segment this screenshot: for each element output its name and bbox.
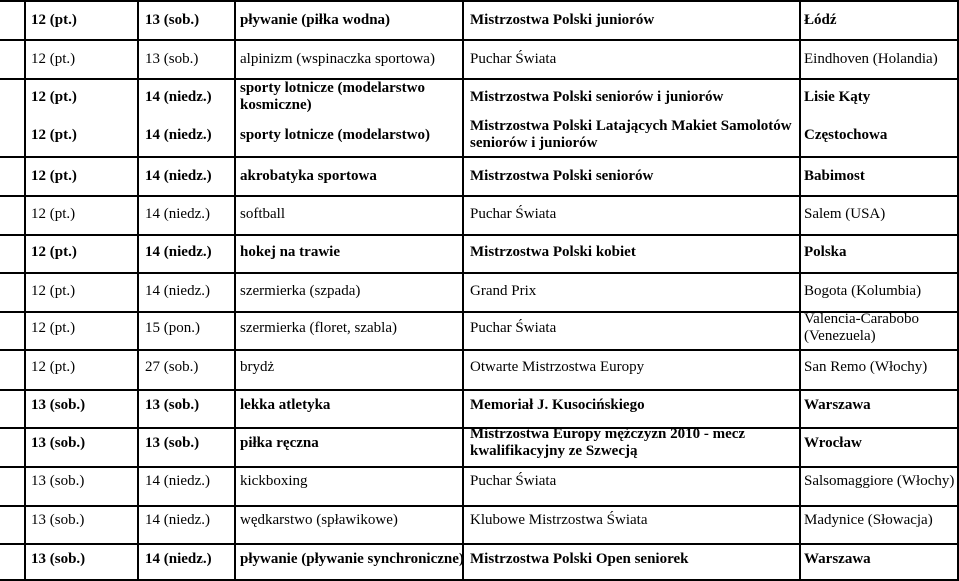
cell-date-start: 13 (sob.) bbox=[31, 511, 85, 528]
cell-sport: wędkarstwo (spławikowe) bbox=[240, 511, 398, 528]
cell-location: Łódź bbox=[804, 11, 837, 28]
cell-event: Puchar Świata bbox=[470, 319, 557, 336]
cell-date-start: 13 (sob.) bbox=[31, 472, 85, 489]
cell-date-end: 15 (pon.) bbox=[145, 319, 200, 336]
cell-event: Klubowe Mistrzostwa Świata bbox=[470, 511, 648, 528]
cell-location: Warszawa bbox=[804, 550, 871, 567]
cell-sport: akrobatyka sportowa bbox=[240, 167, 377, 184]
row-divider bbox=[0, 156, 959, 158]
cell-event: Mistrzostwa Europy mężczyzn 2010 - mecz kwalifikacyjny ze Szwecją bbox=[470, 426, 746, 459]
cell-event: Mistrzostwa Polski Latających Makiet Samolotów seniorów i juniorów bbox=[470, 118, 792, 151]
cell-date-start: 12 (pt.) bbox=[31, 126, 77, 143]
cell-date-start: 12 (pt.) bbox=[31, 167, 77, 184]
row-divider bbox=[0, 39, 959, 41]
cell-date-start: 12 (pt.) bbox=[31, 50, 76, 67]
cell-date-start: 13 (sob.) bbox=[31, 396, 86, 413]
cell-sport: pływanie (pływanie synchroniczne) bbox=[240, 550, 464, 567]
cell-location: Częstochowa bbox=[804, 126, 888, 143]
cell-sport: pływanie (piłka wodna) bbox=[240, 11, 391, 28]
cell-date-start: 12 (pt.) bbox=[31, 358, 76, 375]
row-divider bbox=[0, 349, 959, 351]
cell-date-start: 13 (sob.) bbox=[31, 550, 86, 567]
cell-date-end: 13 (sob.) bbox=[145, 11, 200, 28]
cell-date-end: 14 (niedz.) bbox=[145, 243, 212, 260]
cell-sport: lekka atletyka bbox=[240, 396, 331, 413]
cell-event: Puchar Świata bbox=[470, 50, 557, 67]
row-divider bbox=[0, 272, 959, 274]
cell-sport: piłka ręczna bbox=[240, 434, 319, 451]
cell-event: Puchar Świata bbox=[470, 205, 557, 222]
cell-event: Mistrzostwa Polski seniorów i juniorów bbox=[470, 88, 724, 105]
cell-sport: hokej na trawie bbox=[240, 243, 340, 260]
cell-location: Salem (USA) bbox=[804, 205, 886, 222]
cell-event: Grand Prix bbox=[470, 282, 537, 299]
cell-location: Valencia-Carabobo (Venezuela) bbox=[804, 311, 919, 344]
cell-location: Babimost bbox=[804, 167, 865, 184]
cell-sport: szermierka (szpada) bbox=[240, 282, 361, 299]
row-divider bbox=[0, 78, 959, 80]
cell-date-end: 14 (niedz.) bbox=[145, 88, 212, 105]
cell-event: Mistrzostwa Polski Open seniorek bbox=[470, 550, 689, 567]
cell-location: San Remo (Włochy) bbox=[804, 358, 928, 375]
cell-event: Otwarte Mistrzostwa Europy bbox=[470, 358, 645, 375]
cell-event: Puchar Świata bbox=[470, 472, 557, 489]
row-divider bbox=[0, 0, 959, 2]
cell-sport: sporty lotnicze (modelarstwo) bbox=[240, 126, 430, 143]
cell-date-start: 12 (pt.) bbox=[31, 88, 77, 105]
cell-location: Polska bbox=[804, 243, 847, 260]
cell-event: Mistrzostwa Polski juniorów bbox=[470, 11, 655, 28]
row-divider bbox=[0, 389, 959, 391]
cell-date-end: 14 (niedz.) bbox=[145, 282, 210, 299]
cell-date-end: 14 (niedz.) bbox=[145, 472, 210, 489]
cell-sport: softball bbox=[240, 205, 285, 222]
cell-event: Mistrzostwa Polski kobiet bbox=[470, 243, 636, 260]
cell-date-end: 14 (niedz.) bbox=[145, 550, 212, 567]
cell-date-start: 12 (pt.) bbox=[31, 243, 77, 260]
cell-date-start: 12 (pt.) bbox=[31, 282, 76, 299]
cell-date-start: 12 (pt.) bbox=[31, 205, 76, 222]
cell-date-start: 12 (pt.) bbox=[31, 11, 77, 28]
cell-date-end: 14 (niedz.) bbox=[145, 167, 212, 184]
cell-sport: brydż bbox=[240, 358, 275, 375]
cell-date-end: 13 (sob.) bbox=[145, 434, 200, 451]
row-divider bbox=[0, 195, 959, 197]
cell-event: Mistrzostwa Polski seniorów bbox=[470, 167, 654, 184]
cell-date-start: 13 (sob.) bbox=[31, 434, 86, 451]
cell-date-end: 13 (sob.) bbox=[145, 396, 200, 413]
cell-location: Lisie Kąty bbox=[804, 88, 871, 105]
row-divider bbox=[0, 505, 959, 507]
cell-date-end: 27 (sob.) bbox=[145, 358, 199, 375]
cell-location: Warszawa bbox=[804, 396, 871, 413]
column-divider bbox=[24, 0, 26, 581]
cell-location: Eindhoven (Holandia) bbox=[804, 50, 938, 67]
cell-date-end: 14 (niedz.) bbox=[145, 511, 210, 528]
cell-location: Madynice (Słowacja) bbox=[804, 511, 933, 528]
cell-event: Memoriał J. Kusocińskiego bbox=[470, 396, 645, 413]
cell-date-end: 13 (sob.) bbox=[145, 50, 199, 67]
row-divider bbox=[0, 543, 959, 545]
cell-sport: szermierka (floret, szabla) bbox=[240, 319, 397, 336]
cell-sport: sporty lotnicze (modelarstwo kosmiczne) bbox=[240, 80, 425, 113]
cell-sport: kickboxing bbox=[240, 472, 308, 489]
cell-location: Wrocław bbox=[804, 434, 862, 451]
row-divider bbox=[0, 234, 959, 236]
cell-location: Bogota (Kolumbia) bbox=[804, 282, 922, 299]
cell-sport: alpinizm (wspinaczka sportowa) bbox=[240, 50, 435, 67]
cell-location: Salsomaggiore (Włochy) bbox=[804, 472, 955, 489]
cell-date-end: 14 (niedz.) bbox=[145, 126, 212, 143]
cell-date-end: 14 (niedz.) bbox=[145, 205, 210, 222]
cell-date-start: 12 (pt.) bbox=[31, 319, 76, 336]
